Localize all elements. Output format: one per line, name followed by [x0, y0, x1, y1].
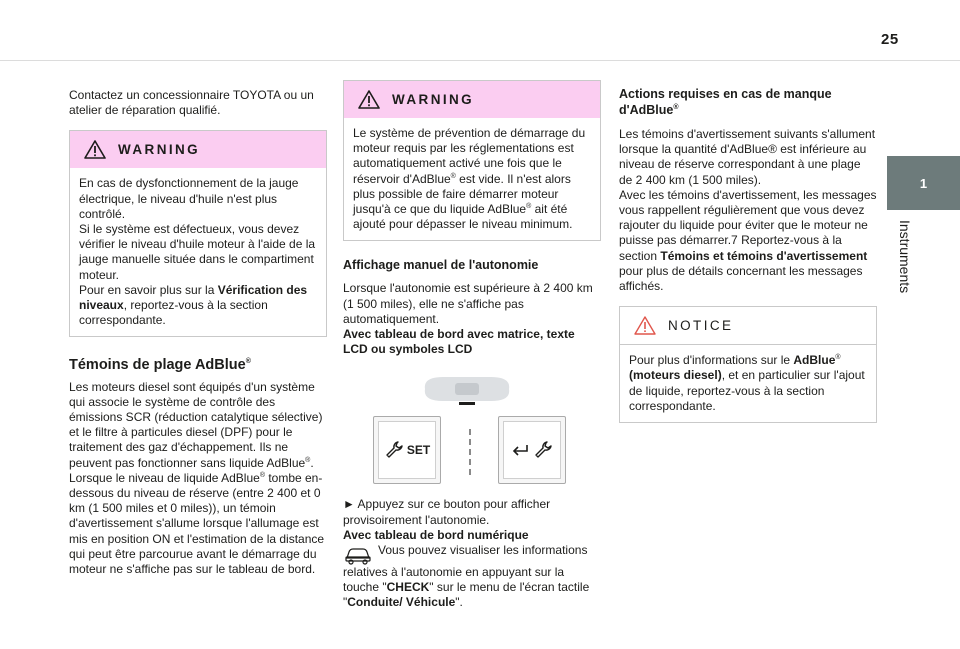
manual-range-heading: Affichage manuel de l'autonomie — [343, 258, 539, 273]
digital-dashboard-text: Avec tableau de bord numérique — [343, 527, 529, 542]
notice-text-4: , et en particulier sur l'ajout de liquide, reportez-vous à la section correspondante. — [629, 368, 865, 413]
adblue-heading-sup: ® — [245, 358, 251, 366]
adblue-p1-text: Les moteurs diesel sont équipés d'un système qui associe le système de contrôle des émissions SCR (réduction catalytique sélective) et le filtre à particules diesel (DPF) pour le traitement des gaz d'échappement. Ils ne peuvent pas fonctionner sans liquide AdBlue — [69, 379, 323, 470]
warning-line-3 — [79, 283, 318, 329]
figure-divider — [469, 429, 471, 475]
warning-label: WARNING — [392, 91, 475, 107]
notice-text — [629, 353, 868, 414]
adblue-bold: AdBlue — [793, 353, 836, 368]
press-button-instruction: ► Appuyez sur ce bouton pour afficher provisoirement l'autonomie. — [343, 497, 551, 527]
range-paragraph: Lorsque l'autonomie est supérieure à 2 400 km (1 500 miles), elle ne s'affiche pas automatiquement. — [343, 281, 593, 326]
warning-text — [353, 126, 592, 232]
chapter-number: 1 — [919, 175, 928, 191]
adblue-heading — [69, 358, 327, 373]
wrench-icon — [533, 440, 553, 460]
notice-box — [619, 306, 877, 423]
warning-sup-2: ® — [526, 203, 532, 211]
warning-text-2: est vide. Il n'est alors plus possible de faire démarrer moteur jusqu'à ce que du liquide AdBlue — [353, 171, 571, 217]
touchscreen-text-e: ". — [455, 595, 463, 610]
steering-buttons-figure — [343, 371, 601, 491]
warning-box-adblue — [343, 80, 601, 241]
chapter-title: Instruments — [897, 220, 913, 294]
warning-line-2: Si le système est défectueux, vous devez vérifier le niveau d'huile moteur à l'aide de la jauge manuelle située dans le compartiment moteur. — [79, 222, 316, 282]
menu-path-label: Conduite/ Véhicule — [347, 595, 456, 610]
return-button[interactable] — [498, 416, 566, 484]
touchscreen-paragraph — [343, 543, 601, 611]
warning-header — [344, 81, 600, 118]
warning-body — [344, 118, 600, 240]
warning-line-3a: Pour en savoir plus sur la — [79, 282, 218, 297]
warning-line-3c: , reportez-vous à la section correspondante. — [79, 298, 268, 328]
matrix-dashboard-text: Avec tableau de bord avec matrice, texte LCD ou symboles LCD — [343, 327, 575, 357]
warning-header — [70, 131, 326, 168]
notice-header — [620, 307, 876, 345]
adblue-p1-end: . — [310, 455, 314, 470]
messages-text-c: pour plus de détails concernant les messages affichés. — [619, 263, 863, 294]
wrench-icon — [384, 440, 404, 460]
intro-paragraph: Contactez un concessionnaire TOYOTA ou un atelier de réparation qualifié. — [69, 88, 314, 118]
messages-paragraph — [619, 188, 877, 294]
warning-triangle-icon — [358, 90, 380, 109]
adblue-paragraph-2 — [69, 471, 327, 577]
column-1 — [69, 80, 327, 577]
set-label: SET — [406, 442, 431, 457]
touchscreen-text-c: " sur le menu de l'écran tactile " — [343, 580, 590, 610]
warning-text-3: ait été ajouté pour dépasser le niveau minimum. — [353, 202, 573, 232]
adblue-p2-text: Lorsque le niveau de liquide AdBlue — [69, 470, 260, 485]
adblue-p2-sup: ® — [259, 471, 265, 479]
chapter-tab[interactable] — [887, 156, 960, 210]
adblue-p2-end: tombe en-dessous du niveau de réserve (entre 2 400 et 0 km (1 500 miles et 0 miles)), un témoin d'avertissement s'allume lorsque l'allumage est mis en position ON et l'estimation de la distance qui peut être parcourue avant le démarrage du moteur ne s'affiche pas sur le tableau de bord. — [69, 470, 325, 577]
check-key-label: CHECK — [386, 580, 430, 595]
page-number: 25 — [881, 31, 899, 48]
notice-text-1: Pour plus d'informations sur le — [629, 353, 794, 368]
adblue-paragraph-1 — [69, 380, 327, 471]
warning-label: WARNING — [118, 142, 201, 158]
adblue-p1-sup: ® — [305, 456, 311, 464]
column-3 — [619, 80, 877, 423]
adblue-sup: ® — [835, 354, 841, 362]
required-actions-text: Actions requises en cas de manque d'AdBlue — [619, 87, 832, 117]
messages-text-a: Avec les témoins d'avertissement, les messages vous rappellent régulièrement que vous devez rajouter du liquide pour éviter que le moteur ne puisse pas démarrer.7 Reportez-vous à la section — [619, 187, 877, 263]
warning-body — [70, 168, 326, 336]
notice-triangle-icon — [634, 316, 656, 335]
diesel-engines-bold: (moteurs diesel) — [629, 368, 722, 383]
touchscreen-text-a: Vous pouvez visualiser les informations relatives à l'autonomie en appuyant sur la touche " — [343, 543, 588, 595]
levels-check-link: Vérification des niveaux — [79, 282, 308, 313]
reserve-paragraph: Les témoins d'avertissement suivants s'allument lorsque la quantité d'AdBlue® est inférieure au niveau de réserve correspondant à une plage de 2 400 km (1 500 miles). — [619, 127, 876, 187]
return-arrow-icon — [511, 442, 529, 458]
set-button[interactable] — [373, 416, 441, 484]
warning-sup-1: ® — [450, 172, 456, 180]
warning-triangle-icon — [84, 140, 106, 159]
warning-line-1: En cas de dysfonctionnement de la jauge électrique, le niveau d'huile n'est plus contrôlé. — [79, 176, 299, 221]
digital-dashboard-label — [343, 528, 601, 543]
warning-text-1: Le système de prévention de démarrage du moteur requis par les réglementations est automatiquement activé une fois que le réservoir d'AdBlue — [353, 126, 586, 186]
warning-box-oil — [69, 130, 327, 337]
required-actions-heading — [619, 86, 877, 118]
header-rule — [0, 60, 960, 61]
column-2 — [343, 80, 601, 611]
warning-lamps-section-link: Témoins et témoins d'avertissement — [660, 248, 868, 263]
notice-label: NOTICE — [668, 318, 734, 334]
car-touchscreen-icon — [343, 543, 373, 565]
steering-wheel-icon — [417, 371, 517, 407]
notice-body — [620, 345, 876, 422]
matrix-dashboard-label — [343, 327, 601, 357]
required-actions-sup: ® — [673, 103, 679, 111]
adblue-heading-text: Témoins de plage AdBlue — [69, 357, 246, 374]
